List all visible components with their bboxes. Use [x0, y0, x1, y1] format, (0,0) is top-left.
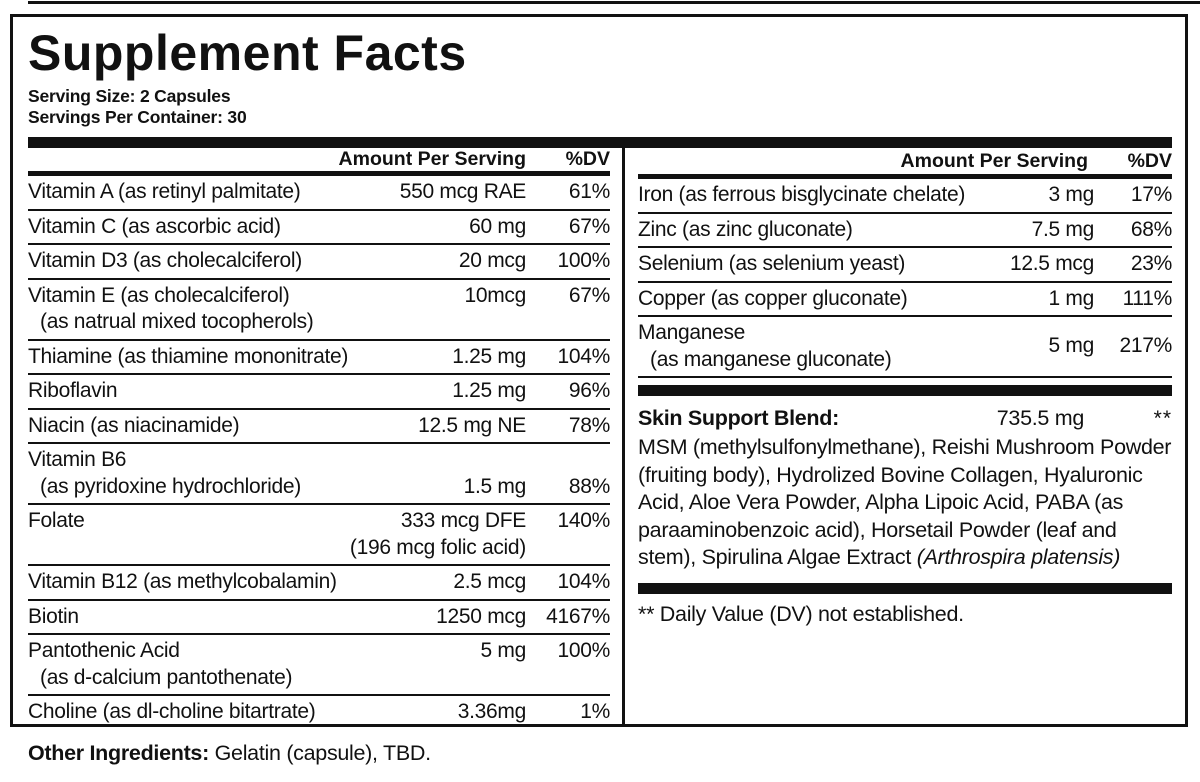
amount-per-serving-header: Amount Per Serving: [900, 149, 1088, 172]
row-pantothenic-acid: [28, 635, 610, 696]
row-niacin: [28, 410, 610, 445]
nutrient-amount: 333 mcg DFE: [400, 509, 526, 532]
nutrient-amount: 1.25 mg: [452, 379, 526, 402]
row-manganese: [638, 317, 1172, 378]
nutrient-dv: 104%: [557, 570, 610, 593]
nutrient-amount: 3 mg: [1048, 183, 1094, 206]
row-thiamine: [28, 341, 610, 376]
top-edge-rule: [28, 1, 1200, 4]
nutrient-dv: 17%: [1130, 183, 1172, 206]
other-ingredients-value: Gelatin (capsule), TBD.: [208, 741, 431, 765]
nutrient-amount: 7.5 mg: [1031, 217, 1094, 241]
nutrient-dv: 4167%: [546, 604, 610, 628]
nutrient-name-line2: (as pyridoxine hydrochloride): [40, 474, 301, 498]
nutrient-amount: 12.5 mcg: [1010, 252, 1094, 275]
nutrient-amount: 5 mg: [480, 639, 526, 662]
row-vitamin-b6: [28, 444, 610, 505]
row-vitamin-e: [28, 280, 610, 341]
row-choline: [28, 696, 610, 724]
column-divider: [622, 148, 625, 724]
nutrient-name: Selenium (as selenium yeast): [638, 252, 906, 275]
skin-support-blend-header: [638, 405, 1172, 432]
panel-title: Supplement Facts: [28, 25, 467, 81]
nutrient-name: Vitamin A (as retinyl palmitate): [28, 180, 301, 203]
nutrient-dv: 217%: [1119, 334, 1172, 358]
nutrient-name: Riboflavin: [28, 379, 118, 402]
row-riboflavin: [28, 375, 610, 410]
nutrient-dv: 111%: [1122, 286, 1172, 310]
nutrient-dv: 96%: [568, 379, 610, 402]
nutrient-dv: 100%: [557, 639, 610, 662]
blend-dv-asterisks: **: [1153, 407, 1172, 430]
right-column-header: [638, 148, 1172, 179]
dv-header: %DV: [1127, 149, 1172, 172]
serving-info: [28, 86, 1172, 128]
left-column: [28, 148, 610, 724]
nutrient-name-line2: (as manganese gluconate): [650, 347, 892, 371]
nutrient-amount: 20 mcg: [458, 249, 526, 272]
nutrient-amount-line2: (196 mcg folic acid): [349, 535, 526, 559]
right-column: [638, 148, 1172, 724]
nutrient-amount: 60 mg: [469, 214, 526, 238]
nutrient-amount: 3.36mg: [457, 700, 526, 723]
nutrient-name: Biotin: [28, 604, 79, 628]
nutrient-name: Thiamine (as thiamine mononitrate): [28, 344, 349, 368]
blend-description: [638, 434, 1172, 572]
row-biotin: [28, 601, 610, 636]
nutrient-name: Vitamin E (as cholecalciferol): [28, 283, 290, 307]
nutrient-name: Niacin (as niacinamide): [28, 413, 240, 437]
nutrient-name: Vitamin B6: [28, 448, 127, 471]
row-zinc: [638, 214, 1172, 249]
nutrient-dv: 100%: [557, 249, 610, 272]
dv-footnote: ** Daily Value (DV) not established.: [638, 601, 964, 626]
nutrient-name: Iron (as ferrous bisglycinate chelate): [638, 183, 966, 206]
nutrient-amount: 1 mg: [1048, 286, 1094, 310]
blend-amount: 735.5 mg: [996, 406, 1084, 430]
nutrient-amount: 1.5 mg: [463, 474, 526, 498]
amount-per-serving-header: Amount Per Serving: [338, 148, 526, 170]
servings-per-container: Servings Per Container: 30: [28, 107, 247, 127]
nutrient-amount: 550 mcg RAE: [399, 180, 526, 203]
nutrient-amount: 10mcg: [464, 283, 526, 307]
nutrient-amount: 2.5 mcg: [453, 570, 526, 593]
row-selenium: [638, 248, 1172, 283]
blend-latin-name: (Arthrospira platensis): [916, 545, 1121, 569]
nutrient-dv: 78%: [568, 413, 610, 437]
left-column-header: [28, 148, 610, 176]
row-iron: [638, 179, 1172, 214]
nutrient-name-line2: (as natrual mixed tocopherols): [40, 310, 314, 333]
row-copper: [638, 283, 1172, 318]
nutrient-dv: 140%: [557, 509, 610, 532]
nutrient-name: Vitamin C (as ascorbic acid): [28, 214, 281, 238]
serving-size: Serving Size: 2 Capsules: [28, 86, 231, 106]
nutrient-name: Manganese: [638, 321, 746, 344]
blend-divider-bar: [638, 385, 1172, 396]
blend-ingredients-text: MSM (methylsulfonylmethane), Reishi Mushroom Powder (fruiting body), Hydrolized Bovine Collagen, Hyaluronic Acid, Aloe Vera Powder, Alpha Lipoic Acid, PABA (as paraaminobenzoic acid), Horsetail Powder (leaf and stem), Spirulina Algae Extract: [638, 435, 1172, 569]
blend-name: Skin Support Blend:: [638, 406, 839, 430]
row-vitamin-d3: [28, 245, 610, 280]
dv-header: %DV: [565, 148, 610, 170]
nutrient-dv: 104%: [557, 344, 610, 368]
nutrient-dv: 68%: [1130, 217, 1172, 241]
row-vitamin-c: [28, 211, 610, 246]
other-ingredients: [28, 741, 431, 766]
nutrient-name: Vitamin D3 (as cholecalciferol): [28, 249, 302, 272]
nutrient-amount: 5 mg: [1048, 334, 1094, 358]
nutrient-dv: 67%: [568, 283, 610, 307]
footnote-divider-bar: [638, 583, 1172, 594]
nutrient-dv: 67%: [568, 214, 610, 238]
nutrient-dv: 1%: [580, 700, 610, 723]
nutrient-name: Copper (as copper gluconate): [638, 286, 908, 310]
nutrient-amount: 1.25 mg: [452, 344, 526, 368]
row-folate: [28, 505, 610, 566]
nutrient-columns: [28, 148, 1172, 724]
supplement-facts-panel: [10, 14, 1188, 727]
row-vitamin-b12: [28, 566, 610, 601]
nutrient-name: Zinc (as zinc gluconate): [638, 217, 853, 241]
nutrient-name: Folate: [28, 509, 85, 532]
nutrient-name: Pantothenic Acid: [28, 639, 180, 662]
nutrient-dv: 88%: [568, 474, 610, 498]
nutrient-amount: 1250 mcg: [436, 604, 526, 628]
nutrient-name-line2: (as d-calcium pantothenate): [40, 665, 293, 689]
thick-divider-bar: [28, 137, 1172, 148]
nutrient-dv: 61%: [568, 180, 610, 203]
row-vitamin-a: [28, 176, 610, 211]
other-ingredients-label: Other Ingredients:: [28, 741, 209, 765]
nutrient-dv: 23%: [1130, 252, 1172, 275]
nutrient-name: Vitamin B12 (as methylcobalamin): [28, 570, 337, 593]
nutrient-amount: 12.5 mg NE: [418, 413, 526, 437]
nutrient-name: Choline (as dl-choline bitartrate): [28, 700, 316, 723]
